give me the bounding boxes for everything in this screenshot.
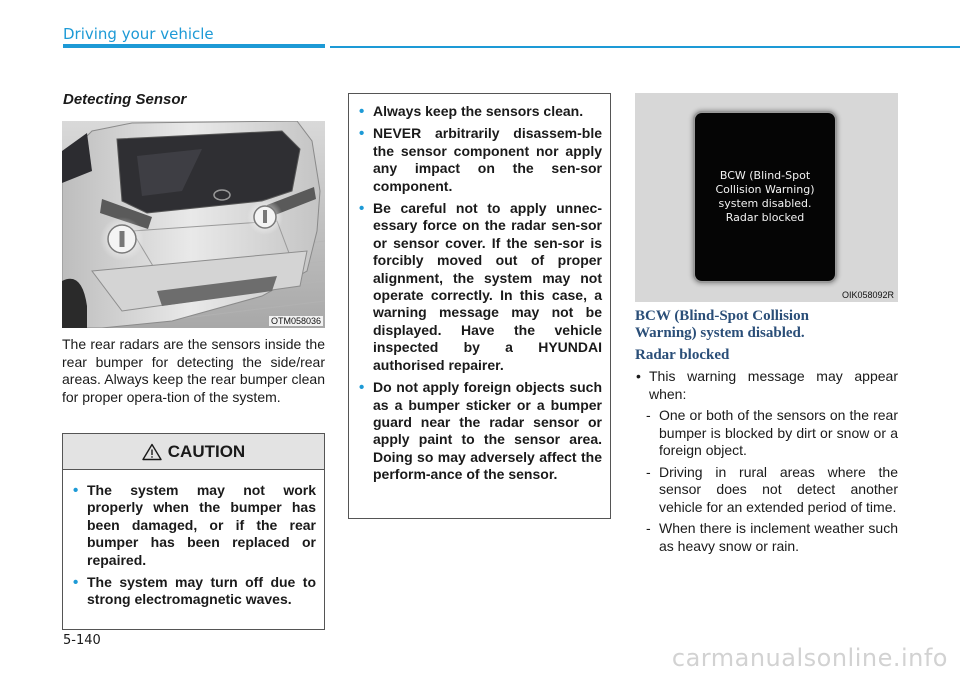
bcw-heading-line2: Warning) system disabled. xyxy=(635,325,805,341)
bcw-heading-line1: BCW (Blind-Spot Collision xyxy=(635,308,809,324)
sensor-care-box xyxy=(348,93,611,519)
figure-code: OIK058092R xyxy=(841,290,894,300)
list-item: • Always keep the sensors clean. xyxy=(359,103,584,120)
bullet-icon: • xyxy=(359,379,365,397)
caution-list xyxy=(73,482,316,609)
cluster-display-illustration xyxy=(635,93,898,302)
bullet-icon: • xyxy=(359,125,365,143)
dash-marker: - xyxy=(646,520,651,536)
list-item: - One or both of the sensors on the rear bumper is blocked by dirt or snow or a foreign object. xyxy=(646,407,898,458)
bullet-icon: • xyxy=(636,368,641,384)
list-item: • Do not apply foreign objects such as a bumper sticker or a bumper guard near the radar sensor or apply paint to the sensor area. Doing so may adversely affect the perform-ance of the sensor. xyxy=(359,379,602,483)
list-item: • NEVER arbitrarily disassem-ble the sensor component nor apply any impact on the sen-sor component. xyxy=(359,125,602,194)
dash-marker: - xyxy=(646,463,651,480)
list-item: • This warning message may appear when: - One or both of the sensors on the rear bumper is blocked by dirt or snow or a foreign object. - Driving in rural areas where the sensor does not detect another vehicle for an extended period of time. - When there is inclement weather such as heavy snow or rain. xyxy=(636,368,898,554)
page-number: 5-140 xyxy=(63,633,101,648)
header-rule-thick xyxy=(63,44,325,48)
dash-marker: - xyxy=(646,407,651,423)
list-item: - Driving in rural areas where the sensor does not detect another vehicle for an extended period of time. xyxy=(646,463,898,515)
figure-code: OTM058036 xyxy=(270,316,321,326)
list-item: • Be careful not to apply unnec-essary force on the radar sen-sor or sensor cover. If the sen-sor is forcibly moved out of proper alignment, the system may not operate correctly. In this case, a warning message may not be displayed. Have the vehicle inspected by a HYUNDAI authorised repairer. xyxy=(359,200,602,373)
warning-conditions-list xyxy=(635,368,898,559)
list-item: • The system may not work properly when the bumper has been damaged, or if the rear bumper has been replaced or repaired. xyxy=(73,482,316,568)
radar-blocked-subheading: Radar blocked xyxy=(635,347,730,363)
bullet-icon: • xyxy=(73,574,79,592)
list-item: • The system may turn off due to strong electromagnetic waves. xyxy=(73,574,316,608)
bullet-icon: • xyxy=(359,103,365,120)
detecting-sensor-heading: Detecting Sensor xyxy=(63,91,187,108)
header-rule-thin xyxy=(330,46,960,48)
list-item: - When there is inclement weather such as heavy snow or rain. xyxy=(646,520,898,554)
condition-sub-list xyxy=(635,407,898,555)
bullet-icon: • xyxy=(73,482,79,499)
display-message: BCW (Blind-Spot Collision Warning) system disabled. Radar blocked xyxy=(715,169,815,224)
cluster-display-screen xyxy=(695,113,835,281)
caution-label: CAUTION xyxy=(167,441,246,461)
caution-header xyxy=(63,434,324,470)
car-rear-illustration xyxy=(62,121,325,328)
caution-box xyxy=(62,433,325,630)
bullet-icon: • xyxy=(359,200,365,218)
section-title: Driving your vehicle xyxy=(63,25,214,43)
sensor-care-list xyxy=(359,103,602,484)
sensor-description: The rear radars are the sensors inside the rear bumper for detecting the side/rear areas. Always keep the rear bumper clean for proper opera-tion of the system. xyxy=(62,336,325,405)
watermark: carmanualsonline.info xyxy=(671,644,948,672)
warning-triangle-icon xyxy=(142,443,162,461)
